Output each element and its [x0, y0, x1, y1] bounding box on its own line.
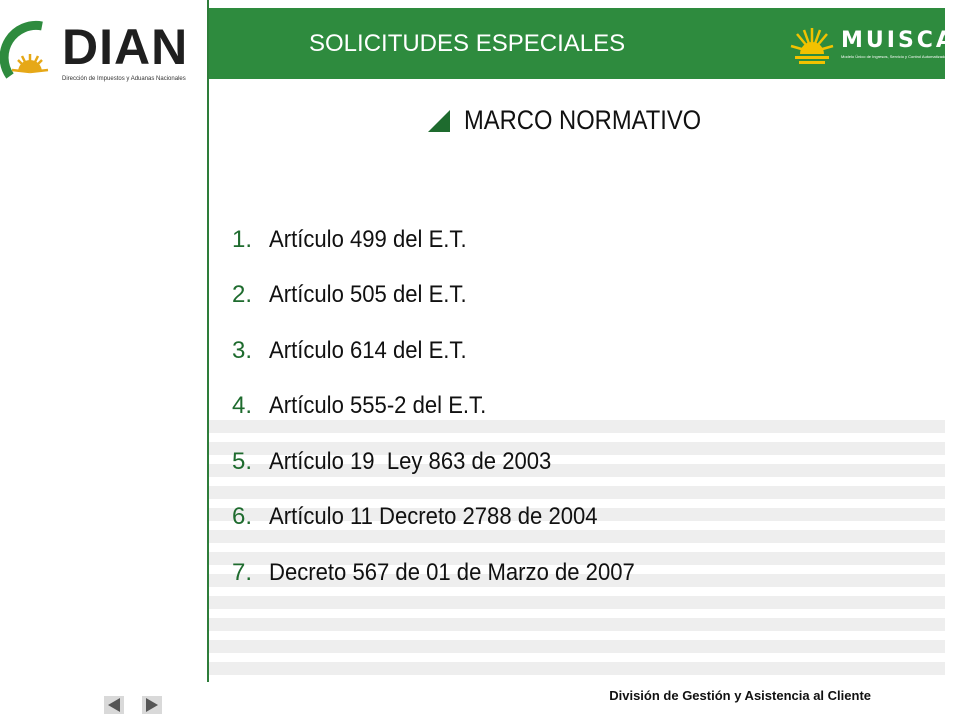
section-title: MARCO NORMATIVO — [464, 105, 702, 135]
page-title: SOLICITUDES ESPECIALES — [309, 30, 626, 57]
item-text: Artículo 11 Decreto 2788 de 2004 — [269, 503, 598, 531]
item-text: Artículo 499 del E.T. — [269, 225, 467, 253]
stripe — [209, 640, 945, 653]
triangle-bullet-icon — [428, 110, 450, 132]
header-bar — [209, 8, 956, 79]
stripe — [209, 662, 945, 675]
triangle-right-icon — [146, 698, 158, 712]
dian-subtitle: Dirección de Impuestos y Aduanas Nacionales — [62, 76, 186, 82]
sun-icon — [0, 14, 62, 94]
list-item — [232, 490, 667, 546]
stripe — [209, 618, 945, 631]
list-item — [232, 212, 667, 268]
item-text: Artículo 614 del E.T. — [269, 336, 467, 364]
item-number: 3. — [232, 336, 253, 364]
item-text: Artículo 555-2 del E.T. — [269, 392, 487, 420]
list-item — [232, 434, 667, 490]
triangle-left-icon — [108, 698, 120, 712]
list-item — [232, 323, 667, 379]
item-number: 6. — [232, 503, 253, 531]
item-text: Artículo 505 del E.T. — [269, 281, 467, 309]
item-number: 4. — [232, 392, 253, 420]
dian-brand: DIAN — [62, 19, 189, 75]
item-text: Decreto 567 de 01 de Marzo de 2007 — [269, 558, 635, 586]
muisca-logo — [789, 22, 956, 70]
section-heading — [428, 105, 734, 136]
item-number: 1. — [232, 225, 253, 253]
normative-list — [232, 212, 667, 601]
sunrise-icon — [789, 22, 835, 66]
list-item — [232, 545, 667, 601]
muisca-brand: MUISCA — [841, 28, 956, 53]
footer-text: División de Gestión y Asistencia al Cliente — [609, 688, 871, 703]
next-slide-button[interactable] — [142, 696, 162, 714]
item-number: 2. — [232, 281, 253, 309]
list-item — [232, 379, 667, 435]
item-number: 7. — [232, 558, 253, 586]
item-text: Artículo 19 Ley 863 de 2003 — [269, 447, 552, 475]
dian-logo — [0, 0, 207, 95]
item-number: 5. — [232, 447, 253, 475]
previous-slide-button[interactable] — [104, 696, 124, 714]
muisca-subtitle: Modelo Único de Ingresos, Servicio y Control Automatizado — [841, 54, 947, 59]
list-item — [232, 268, 667, 324]
